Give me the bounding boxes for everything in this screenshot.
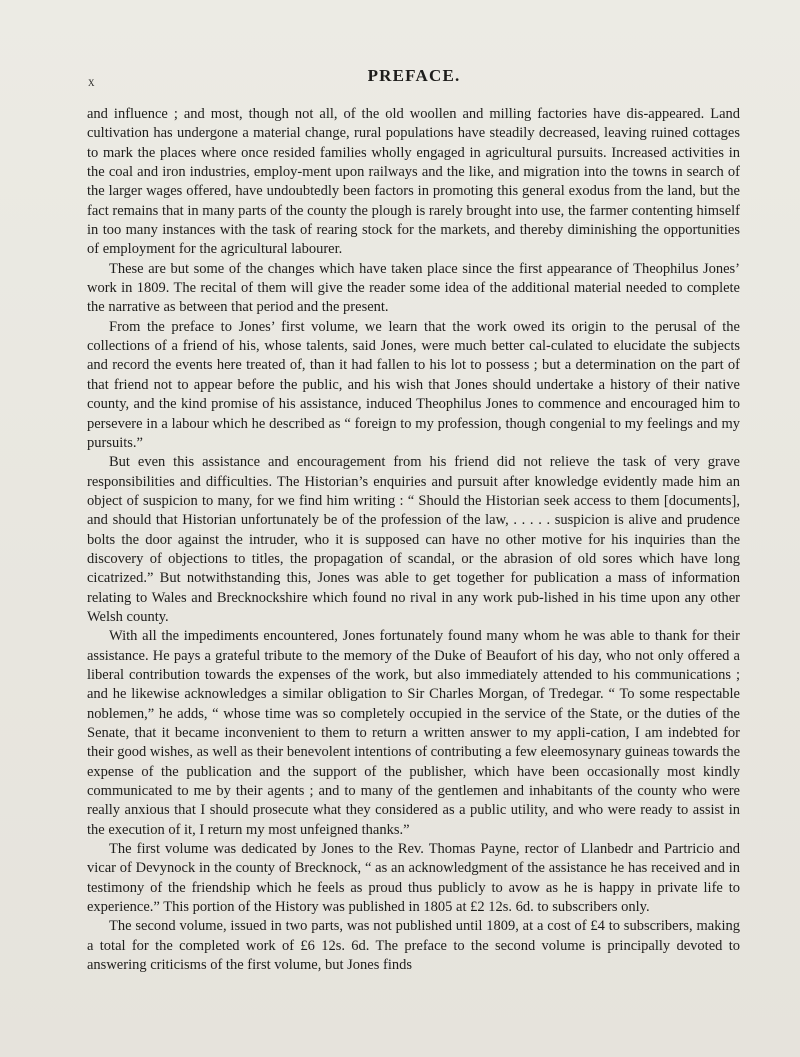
paragraph: The first volume was dedicated by Jones to the Rev. Thomas Payne, rector of Llanbedr and Partricio and vicar of Devynock in the county of Brecknock, “ as an acknowledgment of the assistance he has received and in testimony of the friendship which he feels as proud thus publicly to avow as he is happy in private life to experience.” This portion of the History was published in 1805 at £2 12s. 6d. to subscribers only. [87, 841, 740, 916]
paragraph: These are but some of the changes which have taken place since the first appearance of Theophilus Jones’ work in 1809. The recital of them will give the reader some idea of the additional material needed to complete the narrative as between that period and the present. [87, 260, 740, 316]
paragraph: and influence ; and most, though not all, of the old woollen and milling factories have dis-appeared. Land cultivation has undergone a material change, rural populations have steadily decreased, leaving ruined cottages to mark the places where once resided families wholly engaged in agricultural pursuits. Increased activities in the coal and iron industries, employ-ment upon railways and the like, and migration into the towns in search of the larger wages offered, have undoubtedly been factors in promoting this general exodus from the land, but the fact remains that in many parts of the county the plough is rarely brought into use, the farmer contenting himself in too many instances with the task of rearing stock for the markets, and thereby diminishing the opportunities of employment for the agricultural labourer. [87, 106, 740, 258]
paragraph: With all the impediments encountered, Jones fortunately found many whom he was able to thank for their assistance. He pays a grateful tribute to the memory of the Duke of Beaufort of his day, who not only offered a liberal contribution towards the expenses of the work, but also immediately attended to his communications ; and he likewise acknowledges a similar obligation to Sir Charles Morgan, of Tredegar. “ To some respectable noblemen,” he adds, “ whose time was so completely occupied in the service of the State, or the duties of the Senate, that it became inconvenient to them to return a written answer to my appli-cation, I am indebted for their good wishes, as well as their benevolent intentions of contributing a few eleemosynary guineas towards the expense of the publication and the support of the publisher, which have been occasionally most kindly communicated to me by their agents ; and to many of the gentlemen and inhabitants of the county who were really anxious that I should prosecute what they considered as a public utility, and who were ready to assist in the execution of it, I return my most unfeigned thanks.” [87, 628, 740, 838]
paragraph: But even this assistance and encouragement from his friend did not relieve the task of very grave responsibilities and difficulties. The Historian’s enquiries and pursuit after knowledge evidently made him an object of suspicion to many, for we find him writing : “ Should the Historian seek access to them [documents], and should that Historian unfortunately be of the profession of the law, . . . . . suspicion is alive and prudence bolts the door against the intruder, who it is supposed can have no other motive for his inquiries than the discovery of objections to titles, the propagation of scandal, or the abrasion of old sores which have long cicatrized.” But notwithstanding this, Jones was able to get together for publication a mass of information relating to Wales and Brecknockshire which found no rival in any work pub-lished in his time upon any other Welsh county. [87, 454, 740, 625]
running-head [88, 66, 740, 90]
page-number: x [88, 74, 95, 89]
paragraph: From the preface to Jones’ first volume, we learn that the work owed its origin to the perusal of the collections of a friend of his, whose talents, said Jones, were much better cal-culated to elucidate the subjects and record the events here treated of, than it had fallen to his lot to possess ; but a determination on the part of that friend not to appear before the public, and his wish that Jones should undertake a history of their native county, and the kind promise of his assistance, induced Theophilus Jones to commence and encouraged him to persevere in a labour which he described as “ foreign to my profession, though congenial to my feelings and my pursuits.” [87, 318, 740, 451]
paragraph: The second volume, issued in two parts, was not published until 1809, at a cost of £4 to subscribers, making a total for the completed work of £6 12s. 6d. The preface to the second volume is principally devoted to answering criticisms of the first volume, but Jones finds [87, 918, 740, 974]
body-text [87, 105, 740, 975]
page-title: PREFACE. [367, 66, 461, 85]
